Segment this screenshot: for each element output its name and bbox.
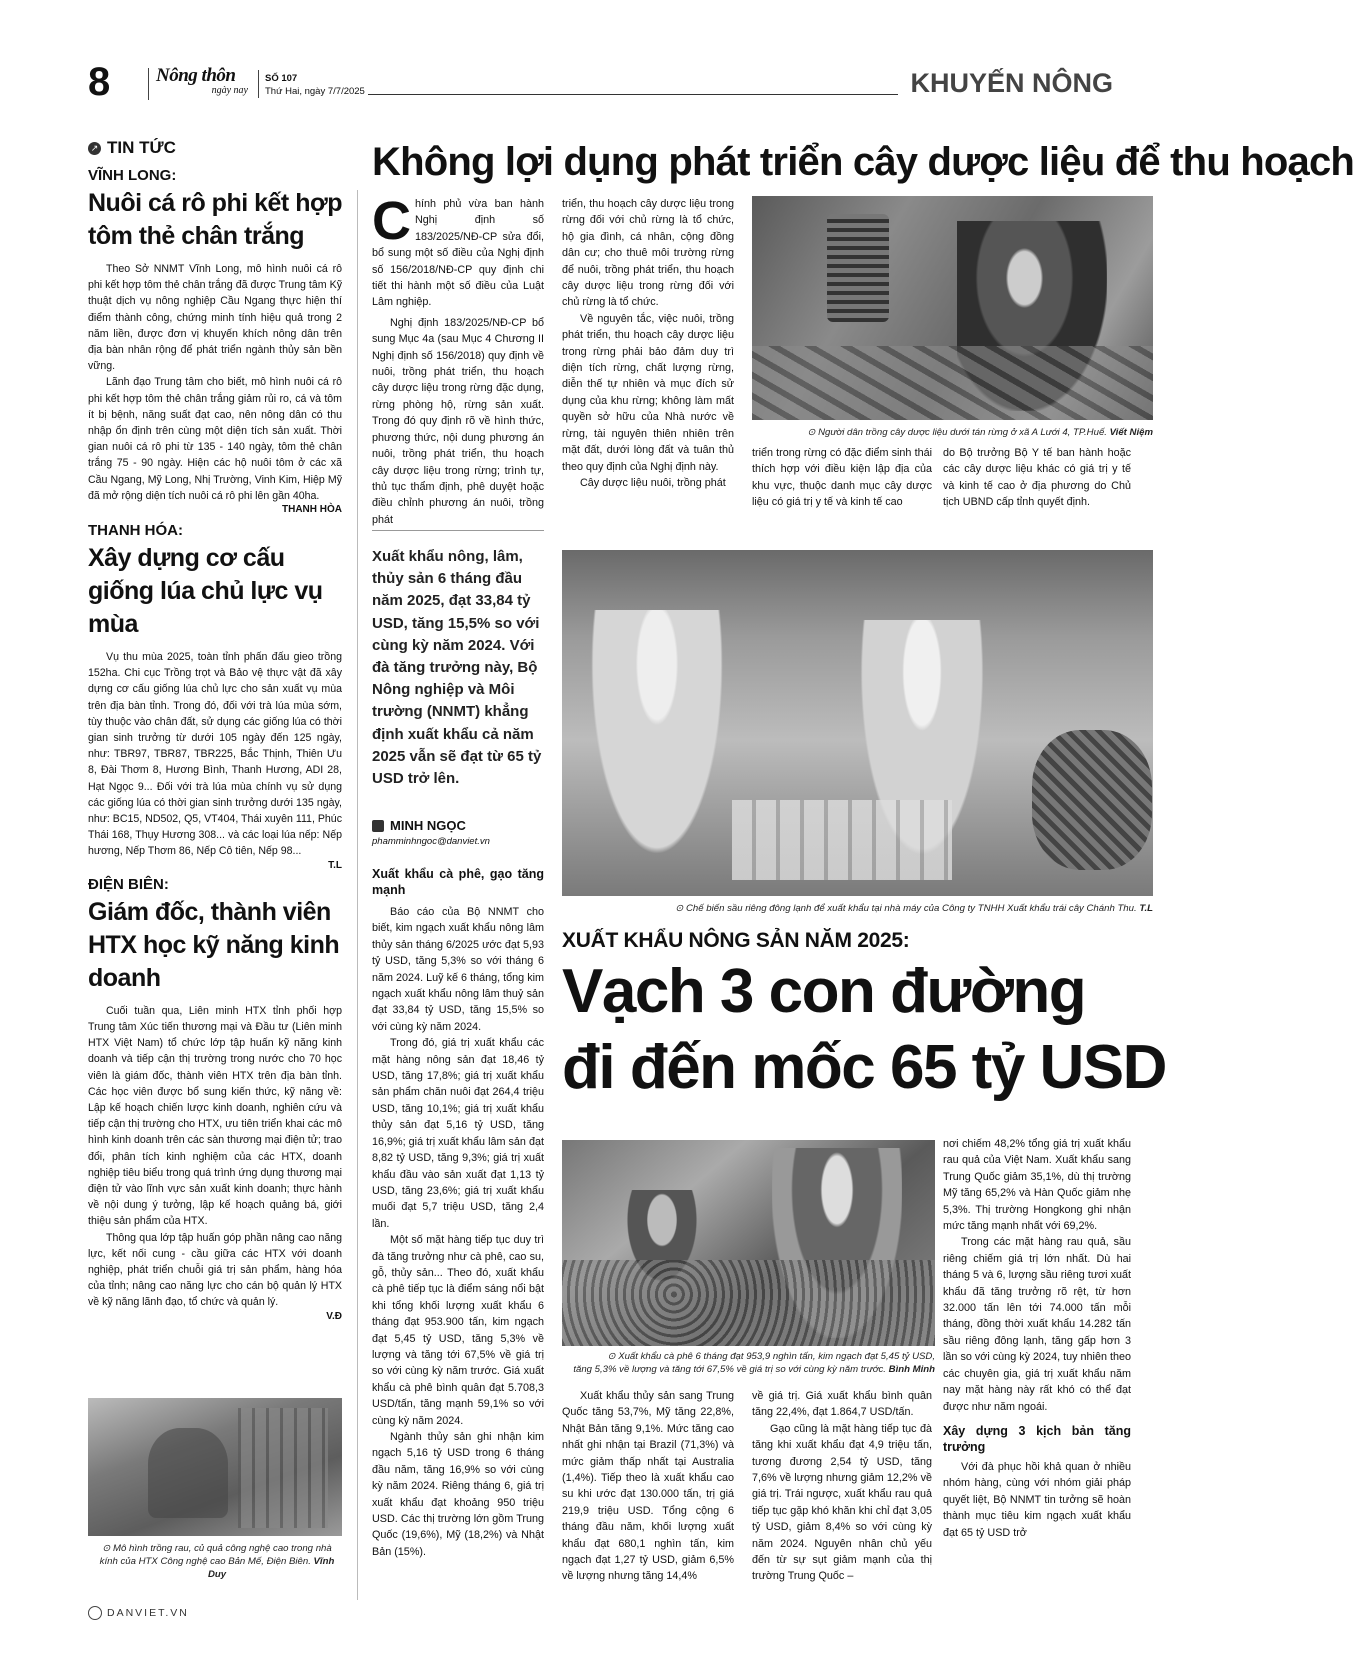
photo-credit: Bình Minh (888, 1364, 935, 1375)
photo-credit: Viết Niệm (1109, 427, 1153, 438)
coffee-harvest-photo (562, 1140, 935, 1346)
caption-text: Người dân trồng cây dược liệu dưới tán rừng ở xã A Lưới 4, TP.Huế. (818, 427, 1107, 438)
paragraph: nơi chiếm 48,2% tổng giá trị xuất khẩu rau quả của Việt Nam. Xuất khẩu sang Trung Quốc giảm 35,1%, dù thị trường Mỹ tăng 65,2% và Hàn Quốc giảm nhẹ 5,3%. Thị trường Hongkong ghi nhận mức tăng mạnh nhất với 69,2%. (943, 1138, 1131, 1233)
greenhouse-photo (88, 1398, 342, 1536)
pen-icon (372, 820, 384, 832)
top-col-1 (372, 191, 544, 528)
news-place: VĨNH LONG: (88, 167, 177, 184)
paragraph: về giá trị. Giá xuất khẩu bình quân tăng 22,4%, đạt 1.864,7 USD/tấn. (752, 1390, 932, 1419)
tin-tuc-column (88, 138, 342, 1322)
tin-tuc-label: TIN TỨC (107, 138, 176, 157)
paragraph: Vụ thu mùa 2025, toàn tỉnh phấn đấu gieo trồng 152ha. Chi cục Trồng trọt và Bảo vệ thực vật đã xây dựng cơ cấu giống lúa chủ lực cho sản xuất vụ mùa trên địa bàn tỉnh. Trong đó, đối với trà lúa mùa sớm, tùy thuộc vào chân đất, sử dụng các giống lúa có thời gian sinh trưởng từ dưới 105 ngày đến 125 ngày, như: TBR97, TBR87, TBR225, Bắc Thịnh, Thiên Ưu 8, Đài Thơm 8, Hương Bình, Thanh Hương, ADI 28, Hạt Ngọc 9... Đối với trà lúa mùa chính vụ sử dụng các giống lúa có thời gian sinh trưởng dưới 135 ngày, như: BC15, ND502, Q5, VT404, Thái xuyên 111, Phúc Thái 168, Thụy Hương 308... và các loại lúa nếp: Nếp hương, Nếp Thơm 86, Nếp Cô tiên, Nếp 98... (88, 651, 342, 858)
news-author: V.Đ (326, 1310, 342, 1322)
subheading: Xây dựng 3 kịch bản tăng trưởng (943, 1423, 1131, 1454)
author-name: MINH NGỌC (390, 818, 466, 833)
main-col-b (562, 1388, 734, 1585)
top-col-4 (943, 445, 1131, 511)
site-logo-icon (88, 1606, 102, 1620)
photo-credit: Vĩnh Duy (207, 1556, 335, 1580)
news-title: Xây dựng cơ cấu giống lúa chủ lực vụ mùa (88, 544, 323, 639)
paragraph (372, 191, 544, 311)
durian-factory-caption (562, 902, 1153, 915)
paragraph: Về nguyên tắc, việc nuôi, trồng phát triển, thu hoạch cây dược liệu trong rừng phải bảo đảm duy trì diện tích rừng, chất lượng rừng, diễn thế tự nhiên và mục đích sử dụng của khu rừng; không làm mất quyền sở hữu của Nhà nước về rừng, tài nguyên thiên nhiên trên mặt đất, dưới lòng đất và tuân thủ theo quy định của Nghị định này. (562, 312, 734, 473)
main-headline-line1: Vạch 3 con đường (562, 957, 1086, 1026)
main-col-d (943, 1136, 1131, 1541)
main-kicker: XUẤT KHẨU NÔNG SẢN NĂM 2025: (562, 929, 910, 952)
arrow-circle-icon: ↗ (88, 142, 101, 155)
paragraph: triển trong rừng có đặc điểm sinh thái thích hợp với điều kiện lập địa của khu vực, thuộc danh mục cây dược liệu có giá trị y tế và kinh tế cao (752, 447, 932, 509)
paragraph: Gạo cũng là mặt hàng tiếp tục đà tăng khi xuất khẩu đạt 4,9 triệu tấn, tương đương 2,54 tỷ USD, tăng 7,6% về lượng nhưng giảm 12,2% về giá trị. Trái ngược, xuất khẩu rau quả tiếp tục gặp khó khăn khi chỉ đạt 3,05 tỷ USD, giảm 8,4% so với cùng kỳ năm 2024. Nguyên nhân chủ yếu đến từ sự sụt giảm mạnh của thị trường Trung Quốc – (752, 1422, 932, 1583)
logo-sub: ngày nay (211, 85, 248, 96)
caption-text: Mô hình trồng rau, củ quả công nghệ cao trong nhà kính của HTX Công nghệ cao Bản Mế, Điện Biên. (99, 1543, 332, 1567)
top-headline: Không lợi dụng phát triển cây dược liệu để thu hoạch (372, 140, 1354, 184)
news-title: Giám đốc, thành viên HTX học kỹ năng kinh doanh (88, 897, 340, 992)
news-body (88, 1003, 342, 1311)
page-number: 8 (88, 60, 111, 104)
header-divider-2 (258, 70, 259, 98)
issue-date: Thứ Hai, ngày 7/7/2025 (265, 86, 365, 97)
camera-icon: ⊙ (102, 1543, 114, 1554)
masthead-logo (156, 66, 256, 96)
paragraph: Trong đó, giá trị xuất khẩu các mặt hàng nông sản đạt 18,46 tỷ USD, tăng 17,8%; giá trị xuất khẩu sản phẩm chăn nuôi đạt 264,4 triệu USD, tăng 10,1%; giá trị xuất khẩu thủy sản đạt 5,16 tỷ USD, tăng 16,9%; giá trị xuất khẩu lâm sản đạt 8,82 tỷ USD, tăng 9,3%; giá trị xuất khẩu đầu vào sản xuất đạt 1,13 tỷ USD, tăng 23,6%; giá trị xuất khẩu muối đạt 5,7 triệu USD, tăng 2,4 lần. (372, 1037, 544, 1230)
paragraph: Xuất khẩu thủy sản sang Trung Quốc tăng 53,7%, Mỹ tăng 22,8%, Nhật Bản tăng 9,1%. Mức tăng cao nhất ghi nhận tại Brazil (71,3%) và mức giảm thấp nhất tại Australia (1,4%). Tiếp theo là xuất khẩu cao su khi ước đạt 130.000 tấn, trị giá 219,9 triệu USD. Tổng cộng 6 tháng đầu năm, khối lượng xuất khẩu đạt 680,1 nghìn tấn, kim ngạch đạt 1,27 tỷ USD, giảm 6,5% về lượng nhưng tăng 14,4% (562, 1390, 734, 1583)
paragraph: Nghị định 183/2025/NĐ-CP bổ sung Mục 4a (sau Mục 4 Chương II Nghị định số 156/2018) quy định về nuôi, trồng phát triển, thu hoạch cây dược liệu trong rừng đặc dụng, rừng phòng hộ, rừng sản xuất. Trong đó quy định rõ về hình thức, phương thức, nội dung phương án nuôi, trồng phát triển, thu hoạch cây dược liệu trong rừng; trình tự, thủ tục thẩm định, phê duyệt hoặc điều chỉnh phương án nuôi, trồng phát (372, 316, 544, 526)
footer-site-text: DANVIET.VN (107, 1607, 189, 1619)
top-col-3 (752, 445, 932, 511)
camera-icon: ⊙ (807, 427, 819, 438)
section-title: KHUYẾN NÔNG (910, 68, 1113, 98)
news-author: T.L (328, 859, 342, 871)
caption-text: Chế biến sầu riêng đông lạnh để xuất khẩu tại nhà máy của Công ty TNHH Xuất khẩu trái cây Chánh Thu. (686, 903, 1137, 914)
dropcap: C (372, 191, 411, 251)
paragraph: Một số mặt hàng tiếp tục duy trì đà tăng trưởng như cà phê, cao su, gỗ, thủy sản... Theo đó, xuất khẩu cà phê tiếp tục là điểm sáng nổi bật khi tổng khối lượng xuất khẩu 6 tháng đạt 953.900 tấn, kim ngạch đạt 5,45 tỷ USD, tăng 5,3% về lượng và tăng tới 67,5% về giá trị so với cùng kỳ năm trước. Giá xuất khẩu cà phê bình quân đạt 5.708,3 USD/tấn, tăng mạnh 59,1% so với cùng kỳ năm 2024. (372, 1234, 544, 1427)
paragraph: Với đà phục hồi khả quan ở nhiều nhóm hàng, cùng với nhóm giải pháp quyết liệt, Bộ NNMT tin tưởng sẽ hoàn thành mục tiêu kim ngạch xuất khẩu đạt 65 tỷ USD trở (943, 1460, 1131, 1539)
footer-site (88, 1606, 189, 1620)
paragraph: Theo Sở NNMT Vĩnh Long, mô hình nuôi cá rô phi kết hợp tôm thẻ chân trắng đã được Trung tâm Kỹ thuật dịch vụ nông nghiệp Cầu Ngang thực hiện thí điểm thành công, chứng minh tính hiệu quả trong 2 năm liền, được đơn vị khuyến khích nông dân trên địa bàn nhân rộng để phát triển ngành thủy sản bền vững. (88, 263, 342, 373)
issue-number: SỐ 107 (265, 73, 298, 84)
paragraph: Lãnh đạo Trung tâm cho biết, mô hình nuôi cá rô phi kết hợp tôm thẻ chân trắng giảm rủi ro, cá và tôm ít bị bệnh, năng suất đạt cao, nên nông dân có thu nhập ổn định trên cùng một diện tích sản xuất. Thời gian nuôi cá rô phi từ 135 - 140 ngày, tôm thẻ chân trắng 75 - 90 ngày. Hiện các hộ nuôi tôm ở các xã Cầu Ngang, Mỹ Long, Nhị Trường, Vinh Kim, Hiệp Mỹ đã mở rộng diện tích nuôi cá rô phi lên gần 40ha. (88, 376, 342, 502)
paragraph: Báo cáo của Bộ NNMT cho biết, kim ngạch xuất khẩu nông lâm thủy sản tháng 6/2025 ước đạt 5,93 tỷ USD, tăng 5,3% so với tháng 6 năm 2024. Luỹ kế 6 tháng, tổng kim ngạch xuất khẩu nông lâm thuỷ sản đạt 33,84 tỷ USD, tăng 15,5% so với cùng kỳ năm 2024. (372, 906, 544, 1033)
durian-factory-photo (562, 550, 1153, 896)
camera-icon: ⊙ (675, 903, 686, 914)
top-col-2 (562, 196, 734, 491)
paragraph: Cuối tuần qua, Liên minh HTX tỉnh phối hợp Trung tâm Xúc tiến thương mại và Đầu tư (Liên minh HTX Việt Nam) tổ chức lớp tập huấn kỹ năng kinh doanh và tiếp cận thị trường trong nước cho 70 học viên là giám đốc, thành viên HTX trên địa bàn tỉnh. Các học viên được bổ sung kiến thức, kỹ năng về: Lập kế hoạch chiến lược kinh doanh, nghiên cứu và tiếp cận thị trường cho HTX, ưu tiên triển khai các mô hình kinh doanh trên các sàn thương mại điện tử; trao đổi, phân tích kinh nghiệm của các HTX, doanh nghiệp tiêu biểu trong quá trình ứng dụng thương mại điện tử vào lĩnh vực sản xuất kinh doanh; thực hành về nội dung ý tưởng, lập kế hoạch quảng bá, giới thiệu sản phẩm của HTX. (88, 1004, 342, 1228)
author-email: phamminhngoc@danviet.vn (372, 836, 490, 847)
byline (372, 818, 544, 847)
main-lead: Xuất khẩu nông, lâm, thủy sản 6 tháng đầu năm 2025, đạt 33,84 tỷ USD, tăng 15,5% so với cùng kỳ năm 2024. Với đà tăng trưởng này, Bộ Nông nghiệp và Môi trường (NNMT) khẳng định xuất khẩu cả năm 2025 vẫn sẽ đạt từ 65 tỷ USD trở lên. (372, 548, 542, 788)
paragraph: Trong các mặt hàng rau quả, sầu riêng chiếm giá trị lớn nhất. Dù hai tháng 5 và 6, lượng sầu riêng tươi xuất khẩu đã tăng trưởng rõ rệt, từ hơn 32.000 tấn lên tới 74.000 tấn mỗi tháng, đồng thời xuất khẩu 14.282 tấn sầu riêng đông lạnh, tăng gấp hơn 3 lần so với cùng kỳ 2024, tuy nhiên theo các chuyên gia, giá trị xuất khẩu năm nay mặt hàng này rất khó có thể đạt được như năm ngoái. (943, 1236, 1131, 1413)
forest-herb-photo-caption (752, 426, 1153, 439)
greenhouse-photo-caption (92, 1542, 342, 1581)
paragraph: Ngành thủy sản ghi nhận kim ngạch 5,16 tỷ USD trong 6 tháng đầu năm, tăng 16,9% so với cùng kỳ năm 2024. Riêng tháng 6, giá trị xuất khẩu đạt khoảng 950 triệu USD. Các thị trường lớn gồm Trung Quốc (19,6%), Mỹ (18,2%) và Nhật Bản (15%). (372, 1431, 544, 1558)
paragraph: triển, thu hoạch cây dược liệu trong rừng đối với chủ rừng là tổ chức, hộ gia đình, cá nhân, cộng đồng dân cư; cho thuê môi trường rừng để nuôi, trồng phát triển, thu hoạch cây dược liệu trong rừng đối với chủ rừng là tổ chức. (562, 198, 734, 309)
news-place: THANH HÓA: (88, 522, 183, 540)
news-body (88, 649, 342, 860)
header-rule (368, 94, 898, 95)
main-headline-line2: đi đến mốc 65 tỷ USD (562, 1033, 1166, 1102)
left-column-divider (357, 190, 358, 1600)
subheading: Xuất khẩu cà phê, gạo tăng mạnh (372, 867, 544, 897)
header-divider (148, 68, 149, 100)
main-col-a (372, 866, 544, 1560)
news-author: THANH HÒA (282, 504, 342, 516)
text: hính phủ vừa ban hành Nghị định số 183/2025/NĐ-CP sửa đổi, bổ sung một số điều của Nghị định số 156/2018/NĐ-CP quy định chi tiết thi hành một số điều của Luật Lâm nghiệp. (372, 198, 544, 309)
paragraph: do Bộ trưởng Bộ Y tế ban hành hoặc các cây dược liệu khác có giá trị y tế và kinh tế cao ở địa phương do Chủ tịch UBND cấp tỉnh quyết định. (943, 447, 1131, 509)
logo-main: Nông thôn (156, 65, 236, 86)
news-body (88, 261, 342, 504)
caption-text: tăng 5,3% về lượng và tăng tới 67,5% về giá trị so với cùng kỳ năm trước. (573, 1364, 886, 1375)
news-title: Nuôi cá rô phi kết hợp tôm thẻ chân trắng (88, 189, 343, 250)
camera-icon: ⊙ (607, 1351, 619, 1362)
news-place: ĐIỆN BIÊN: (88, 875, 169, 893)
issue-info (265, 72, 365, 98)
main-col-c (752, 1388, 932, 1585)
forest-herb-photo (752, 196, 1153, 420)
paragraph: Cây dược liệu nuôi, trồng phát (580, 476, 726, 489)
paragraph: Thông qua lớp tập huấn góp phần nâng cao năng lực, kết nối cung - cầu giữa các HTX với doanh nghiệp, phát triển chuỗi giá trị sản phẩm, hàng hóa của tỉnh; nâng cao năng lực cho cán bộ quản lý HTX về kỹ năng lãnh đạo, tổ chức và quản lý. (88, 1231, 342, 1309)
caption-text: Xuất khẩu cà phê 6 tháng đạt 953,9 nghìn tấn, kim ngạch đạt 5,45 tỷ USD, (618, 1351, 935, 1362)
photo-credit: T.L (1139, 903, 1153, 914)
coffee-photo-caption (562, 1350, 935, 1376)
top-article-rule (372, 530, 544, 531)
tin-tuc-label-row (88, 138, 342, 158)
